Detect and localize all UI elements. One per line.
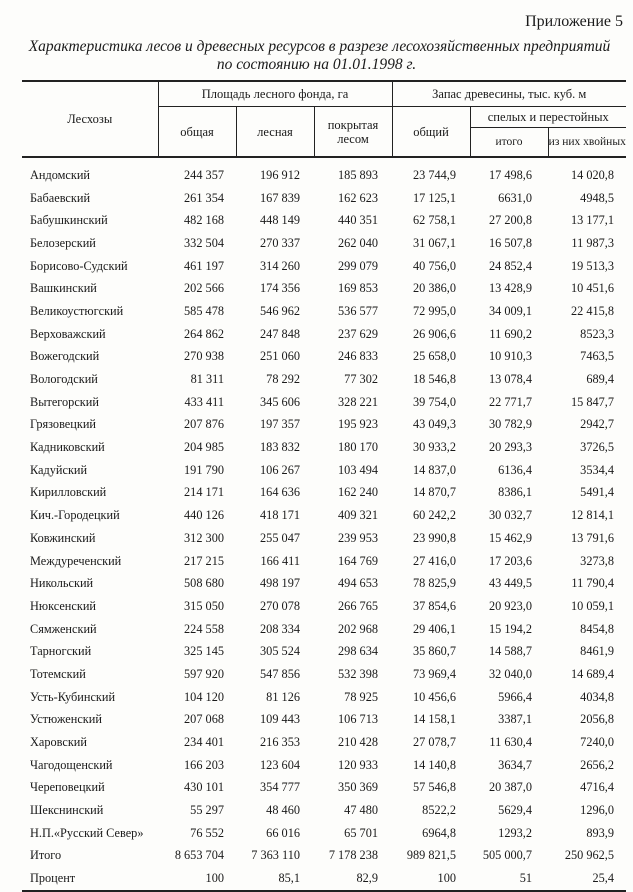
table-row <box>22 663 626 686</box>
table-cell: 164 769 <box>338 553 378 568</box>
leskhoz-name: Кадуйский <box>30 462 88 477</box>
table-cell: 270 938 <box>184 349 224 364</box>
table-cell: 3534,4 <box>580 462 614 477</box>
table-row <box>22 391 626 414</box>
table-cell: 262 040 <box>338 235 378 250</box>
leskhoz-name: Тотемский <box>30 666 86 681</box>
table-cell: 350 369 <box>338 780 378 795</box>
table-cell: 7463,5 <box>580 349 614 364</box>
table-cell: 461 197 <box>184 258 224 273</box>
table-cell: 204 985 <box>184 440 224 455</box>
table-cell: 120 933 <box>338 757 378 772</box>
table-cell: 15 194,2 <box>488 621 532 636</box>
table-row <box>22 346 626 369</box>
table-row <box>22 731 626 754</box>
table-cell: 162 240 <box>338 485 378 500</box>
leskhoz-name: Н.П.«Русский Север» <box>30 825 144 840</box>
table-cell: 169 853 <box>338 281 378 296</box>
table-cell: 43 449,5 <box>488 576 532 591</box>
table-cell: 17 203,6 <box>488 553 532 568</box>
table-cell: 264 862 <box>184 326 224 341</box>
table-row <box>22 504 626 527</box>
table-cell: 66 016 <box>266 825 300 840</box>
table-cell: 10 059,1 <box>570 598 614 613</box>
table-cell: 244 357 <box>184 167 224 182</box>
table-cell: 82,9 <box>314 867 392 891</box>
table-cell: 314 260 <box>260 258 300 273</box>
table-cell: 5629,4 <box>498 803 532 818</box>
table-cell: 106 267 <box>260 462 300 477</box>
table-cell: 185 893 <box>338 167 378 182</box>
header-leskhozy: Лесхозы <box>22 81 158 157</box>
table-cell: 345 606 <box>260 394 300 409</box>
table-cell: 8522,2 <box>422 803 456 818</box>
table-cell: 270 337 <box>260 235 300 250</box>
table-cell: 103 494 <box>338 462 378 477</box>
table-cell: 14 588,7 <box>488 644 532 659</box>
table-cell: 20 387,0 <box>488 780 532 795</box>
leskhoz-name: Нюксенский <box>30 598 96 613</box>
table-cell: 1293,2 <box>498 825 532 840</box>
table-cell: 7 178 238 <box>328 848 378 863</box>
header-mature-group: спелых и перестойных <box>470 107 626 128</box>
table-cell: 5966,4 <box>498 689 532 704</box>
table-row <box>22 595 626 618</box>
table-cell: 237 629 <box>338 326 378 341</box>
table-cell: 73 969,4 <box>412 666 456 681</box>
table-cell: 440 351 <box>338 213 378 228</box>
leskhoz-name: Междуреченский <box>30 553 122 568</box>
table-row <box>22 822 626 845</box>
table-cell: 210 428 <box>338 735 378 750</box>
table-cell: 37 854,6 <box>412 598 456 613</box>
table-cell: 30 032,7 <box>488 508 532 523</box>
table-cell: 62 758,1 <box>412 213 456 228</box>
table-cell: 3726,5 <box>580 440 614 455</box>
leskhoz-name: Вожегодский <box>30 349 100 364</box>
table-row <box>22 209 626 232</box>
header-area-group: Площадь лесного фонда, га <box>158 81 392 107</box>
table-cell: 234 401 <box>184 735 224 750</box>
table-cell: 3387,1 <box>498 712 532 727</box>
table-cell: 332 504 <box>184 235 224 250</box>
table-cell: 216 353 <box>260 735 300 750</box>
table-cell: 197 357 <box>260 417 300 432</box>
header-area-total: общая <box>158 107 236 158</box>
table-title: Характеристика лесов и древесных ресурсов в разрезе лесохозяйственных предприятий <box>28 38 611 55</box>
table-cell: 536 577 <box>338 303 378 318</box>
table-cell: 207 068 <box>184 712 224 727</box>
table-cell: 299 079 <box>338 258 378 273</box>
table-cell: 8 653 704 <box>174 848 224 863</box>
table-row <box>22 157 626 187</box>
leskhoz-name: Бабушкинский <box>30 213 108 228</box>
table-cell: 16 507,8 <box>488 235 532 250</box>
table-cell: 11 630,4 <box>489 735 532 750</box>
table-cell: 47 480 <box>344 803 378 818</box>
table-cell: 27 078,7 <box>412 735 456 750</box>
table-cell: 532 398 <box>338 666 378 681</box>
table-cell: 13 078,4 <box>488 372 532 387</box>
table-cell: 202 968 <box>338 621 378 636</box>
table-cell: 78 925 <box>344 689 378 704</box>
table-cell: 123 604 <box>260 757 300 772</box>
forest-resources-table <box>22 80 626 892</box>
header-area-forest: лесная <box>236 107 314 158</box>
table-cell: 39 754,0 <box>412 394 456 409</box>
table-cell: 43 049,3 <box>412 417 456 432</box>
table-cell: 13 428,9 <box>488 281 532 296</box>
table-cell: 30 782,9 <box>488 417 532 432</box>
leskhoz-name: Усть-Кубинский <box>30 689 116 704</box>
table-cell: 409 321 <box>338 508 378 523</box>
table-cell: 508 680 <box>184 576 224 591</box>
table-cell: 989 821,5 <box>406 848 456 863</box>
table-cell: 3273,8 <box>580 553 614 568</box>
table-cell: 31 067,1 <box>412 235 456 250</box>
table-cell: 298 634 <box>338 644 378 659</box>
table-cell: 255 047 <box>260 530 300 545</box>
leskhoz-name: Грязовецкий <box>30 417 96 432</box>
table-cell: 217 215 <box>184 553 224 568</box>
leskhoz-name: Борисово-Судский <box>30 258 128 273</box>
table-cell: 214 171 <box>184 485 224 500</box>
table-cell: 8461,9 <box>580 644 614 659</box>
table-cell: 166 203 <box>184 757 224 772</box>
table-cell: 55 297 <box>190 803 224 818</box>
table-cell: 418 171 <box>260 508 300 523</box>
appendix-label: Приложение 5 <box>525 13 623 30</box>
table-cell: 35 860,7 <box>412 644 456 659</box>
leskhoz-name: Вологодский <box>30 372 98 387</box>
table-row <box>22 414 626 437</box>
table-cell: 202 566 <box>184 281 224 296</box>
table-row <box>22 255 626 278</box>
table-cell: 266 765 <box>338 598 378 613</box>
table-cell: 29 406,1 <box>412 621 456 636</box>
table-cell: 250 962,5 <box>564 848 614 863</box>
table-cell: 30 933,2 <box>412 440 456 455</box>
table-cell: 25,4 <box>548 867 626 891</box>
table-cell: 18 546,8 <box>412 372 456 387</box>
table-cell: 207 876 <box>184 417 224 432</box>
table-cell: 224 558 <box>184 621 224 636</box>
table-cell: 19 513,3 <box>570 258 614 273</box>
table-cell: 10 456,6 <box>412 689 456 704</box>
table-row <box>22 799 626 822</box>
table-cell: 6964,8 <box>422 825 456 840</box>
table-cell: 4034,8 <box>580 689 614 704</box>
table-cell: 13 791,6 <box>570 530 614 545</box>
leskhoz-name: Кирилловский <box>30 485 107 500</box>
table-cell: 689,4 <box>586 372 614 387</box>
table-cell: 433 411 <box>184 394 224 409</box>
table-cell: 17 498,6 <box>488 167 532 182</box>
table-row <box>22 277 626 300</box>
leskhoz-name: Кадниковский <box>30 440 105 455</box>
leskhoz-name: Ковжинский <box>30 530 96 545</box>
table-subtitle: по состоянию на 01.01.1998 г. <box>216 56 417 73</box>
table-cell: 498 197 <box>260 576 300 591</box>
table-cell: 76 552 <box>190 825 224 840</box>
table-cell: 195 923 <box>338 417 378 432</box>
table-cell: 13 177,1 <box>570 213 614 228</box>
table-row <box>22 845 626 868</box>
table-row <box>22 232 626 255</box>
table-cell: 597 920 <box>184 666 224 681</box>
table-cell: 166 411 <box>260 553 300 568</box>
table-cell: 14 158,1 <box>412 712 456 727</box>
table-cell: 11 790,4 <box>571 576 614 591</box>
header-area-covered: покрытая лесом <box>314 107 392 158</box>
table-cell: 7240,0 <box>580 735 614 750</box>
table-cell: 167 839 <box>260 190 300 205</box>
leskhoz-name: Никольский <box>30 576 94 591</box>
header-stock-total: общий <box>392 107 470 158</box>
leskhoz-name: Харовский <box>30 735 87 750</box>
table-cell: 430 101 <box>184 780 224 795</box>
table-cell: 11 987,3 <box>571 235 614 250</box>
table-cell: 85,1 <box>236 867 314 891</box>
table-row <box>22 640 626 663</box>
table-cell: 81 126 <box>266 689 300 704</box>
leskhoz-name: Сямженский <box>30 621 97 636</box>
table-cell: 494 653 <box>338 576 378 591</box>
table-cell: 57 546,8 <box>412 780 456 795</box>
table-cell: 23 990,8 <box>412 530 456 545</box>
table-cell: 77 302 <box>344 372 378 387</box>
table-cell: 48 460 <box>266 803 300 818</box>
table-row <box>22 482 626 505</box>
table-cell: 440 126 <box>184 508 224 523</box>
table-cell: 15 462,9 <box>488 530 532 545</box>
leskhoz-name: Андомский <box>30 167 91 182</box>
table-row <box>22 368 626 391</box>
table-cell: 78 825,9 <box>412 576 456 591</box>
table-cell: 191 790 <box>184 462 224 477</box>
table-cell: 325 145 <box>184 644 224 659</box>
table-cell: 183 832 <box>260 440 300 455</box>
table-cell: 315 050 <box>184 598 224 613</box>
table-cell: 270 078 <box>260 598 300 613</box>
leskhoz-name: Шекснинский <box>30 803 104 818</box>
table-cell: 24 852,4 <box>488 258 532 273</box>
table-cell: 10 910,3 <box>488 349 532 364</box>
table-cell: 23 744,9 <box>412 167 456 182</box>
table-cell: 246 833 <box>338 349 378 364</box>
table-cell: 27 200,8 <box>488 213 532 228</box>
table-cell: 6136,4 <box>498 462 532 477</box>
table-cell: 208 334 <box>260 621 300 636</box>
leskhoz-name: Итого <box>30 848 62 863</box>
table-cell: 100 <box>158 867 236 891</box>
leskhoz-name: Вашкинский <box>30 281 97 296</box>
leskhoz-name: Белозерский <box>30 235 96 250</box>
table-cell: 104 120 <box>184 689 224 704</box>
table-cell: 14 870,7 <box>412 485 456 500</box>
leskhoz-name: Процент <box>22 867 158 891</box>
table-row <box>22 754 626 777</box>
table-cell: 8523,3 <box>580 326 614 341</box>
header-mature-conifer: из них хвойных <box>548 128 626 158</box>
table-cell: 40 756,0 <box>412 258 456 273</box>
table-cell: 15 847,7 <box>570 394 614 409</box>
table-cell: 3634,7 <box>498 757 532 772</box>
table-cell: 8386,1 <box>498 485 532 500</box>
leskhoz-name: Тарногский <box>30 644 92 659</box>
table-row <box>22 550 626 573</box>
leskhoz-name: Верховажский <box>30 326 106 341</box>
table-cell: 482 168 <box>184 213 224 228</box>
table-cell: 20 293,3 <box>488 440 532 455</box>
table-cell: 51 <box>470 867 548 891</box>
table-cell: 2656,2 <box>580 757 614 772</box>
table-row <box>22 527 626 550</box>
table-cell: 354 777 <box>260 780 300 795</box>
table-cell: 5491,4 <box>580 485 614 500</box>
table-row <box>22 618 626 641</box>
table-cell: 22 415,8 <box>570 303 614 318</box>
leskhoz-name: Устюженский <box>30 712 102 727</box>
table-row <box>22 187 626 210</box>
leskhoz-name: Чагодощенский <box>30 757 113 772</box>
table-cell: 312 300 <box>184 530 224 545</box>
table-cell: 328 221 <box>338 394 378 409</box>
table-cell: 17 125,1 <box>412 190 456 205</box>
table-row <box>22 323 626 346</box>
table-cell: 7 363 110 <box>251 848 300 863</box>
table-cell: 109 443 <box>260 712 300 727</box>
table-cell: 72 995,0 <box>412 303 456 318</box>
table-row <box>22 867 626 891</box>
table-cell: 60 242,2 <box>412 508 456 523</box>
table-cell: 2942,7 <box>580 417 614 432</box>
leskhoz-name: Бабаевский <box>30 190 91 205</box>
table-cell: 14 689,4 <box>570 666 614 681</box>
table-row <box>22 572 626 595</box>
header-mature-total: итого <box>470 128 548 158</box>
table-cell: 14 140,8 <box>412 757 456 772</box>
table-cell: 2056,8 <box>580 712 614 727</box>
table-cell: 247 848 <box>260 326 300 341</box>
table-cell: 25 658,0 <box>412 349 456 364</box>
table-cell: 26 906,6 <box>412 326 456 341</box>
table-cell: 180 170 <box>338 440 378 455</box>
table-cell: 546 962 <box>260 303 300 318</box>
table-row <box>22 436 626 459</box>
table-cell: 32 040,0 <box>488 666 532 681</box>
table-cell: 14 837,0 <box>412 462 456 477</box>
header-stock-group: Запас древесины, тыс. куб. м <box>392 81 626 107</box>
table-cell: 34 009,1 <box>488 303 532 318</box>
table-cell: 196 912 <box>260 167 300 182</box>
leskhoz-name: Вытегорский <box>30 394 99 409</box>
table-row <box>22 686 626 709</box>
table-cell: 22 771,7 <box>488 394 532 409</box>
table-row <box>22 300 626 323</box>
table-cell: 12 814,1 <box>570 508 614 523</box>
table-cell: 174 356 <box>260 281 300 296</box>
table-cell: 505 000,7 <box>482 848 532 863</box>
leskhoz-name: Великоустюгский <box>30 303 124 318</box>
leskhoz-name: Кич.-Городецкий <box>30 508 120 523</box>
table-cell: 6631,0 <box>498 190 532 205</box>
table-cell: 162 623 <box>338 190 378 205</box>
table-cell: 448 149 <box>260 213 300 228</box>
table-cell: 4948,5 <box>580 190 614 205</box>
table-cell: 4716,4 <box>580 780 614 795</box>
table-row <box>22 709 626 732</box>
table-cell: 1296,0 <box>580 803 614 818</box>
table-cell: 27 416,0 <box>412 553 456 568</box>
table-cell: 81 311 <box>190 372 224 387</box>
table-cell: 239 953 <box>338 530 378 545</box>
leskhoz-name: Череповецкий <box>30 780 105 795</box>
table-cell: 20 386,0 <box>412 281 456 296</box>
table-cell: 164 636 <box>260 485 300 500</box>
table-cell: 78 292 <box>266 372 300 387</box>
table-cell: 14 020,8 <box>570 167 614 182</box>
table-cell: 8454,8 <box>580 621 614 636</box>
table-cell: 585 478 <box>184 303 224 318</box>
table-cell: 65 701 <box>344 825 378 840</box>
table-cell: 11 690,2 <box>489 326 532 341</box>
table-cell: 20 923,0 <box>488 598 532 613</box>
table-cell: 893,9 <box>586 825 614 840</box>
table-row <box>22 459 626 482</box>
table-cell: 106 713 <box>338 712 378 727</box>
table-cell: 10 451,6 <box>570 281 614 296</box>
table-cell: 261 354 <box>184 190 224 205</box>
table-row <box>22 777 626 800</box>
table-cell: 547 856 <box>260 666 300 681</box>
table-cell: 305 524 <box>260 644 300 659</box>
table-cell: 100 <box>392 867 470 891</box>
table-cell: 251 060 <box>260 349 300 364</box>
